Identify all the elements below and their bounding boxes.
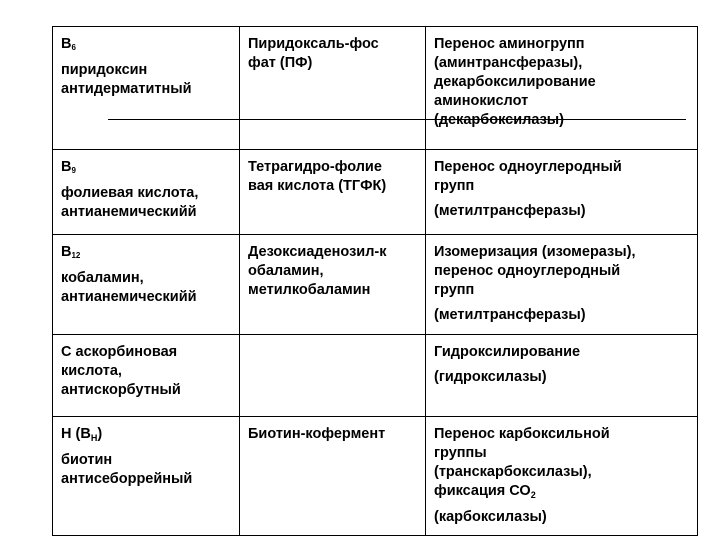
table-row	[53, 27, 698, 150]
coenzyme-cell	[240, 335, 426, 417]
vitamin-cell	[53, 235, 240, 335]
vitamin-name: С аскорбиновая	[61, 344, 178, 360]
vitamin-cell: С аскорбиновая кислота, антискорбутный	[53, 335, 240, 417]
table-row	[53, 417, 698, 536]
vitamin-name: биотин	[61, 452, 113, 468]
vitamin-name: пиридоксин	[61, 62, 148, 78]
coenzyme-cell: Биотин-кофермент	[240, 417, 426, 536]
coenzyme-cell: Дезоксиаденозил-к обаламин, метилкобаламин	[240, 235, 426, 335]
coenzyme-cell: Пиридоксаль-фос фат (ПФ)	[240, 27, 426, 150]
vitamin-code: $B_6$	[61, 36, 76, 52]
coenzyme-cell: Тетрагидро-фолие вая кислота (ТГФК)	[240, 150, 426, 235]
function-cell: Гидроксилирование (гидроксилазы)	[426, 335, 698, 417]
table-row	[53, 150, 698, 235]
table-row	[53, 235, 698, 335]
function-cell: Перенос одноуглеродный групп (метилтрансферазы)	[426, 150, 698, 235]
vitamin-code: $B_9$	[61, 159, 76, 175]
horizontal-rule	[108, 119, 686, 120]
table-row	[53, 335, 698, 417]
vitamins-table	[52, 26, 698, 536]
function-cell: Перенос аминогрупп (аминтрансферазы), декарбоксилирование аминокислот (декарбоксилазы)	[426, 27, 698, 150]
vitamin-cell	[53, 27, 240, 150]
vitamin-activity: антискорбутный	[61, 382, 181, 398]
vitamin-activity: антисеборрейный	[61, 471, 193, 487]
vitamin-activity: антидерматитный	[61, 81, 192, 97]
vitamin-activity: антианемическийй	[61, 204, 197, 220]
vitamin-code: $B_{12}$	[61, 244, 81, 260]
vitamin-activity: антианемическийй	[61, 289, 197, 305]
vitamin-code: Н $(В_Н)$	[61, 426, 103, 443]
function-cell: Изомеризация (изомеразы), перенос одноуглеродный групп (метилтрансферазы)	[426, 235, 698, 335]
vitamin-name: кобаламин,	[61, 270, 144, 286]
vitamin-name: фолиевая кислота,	[61, 185, 199, 201]
vitamin-cell	[53, 417, 240, 536]
function-cell: Перенос карбоксильной группы (транскарбоксилазы), фиксация $СО_2$ (карбоксилазы)	[426, 417, 698, 536]
vitamin-cell	[53, 150, 240, 235]
